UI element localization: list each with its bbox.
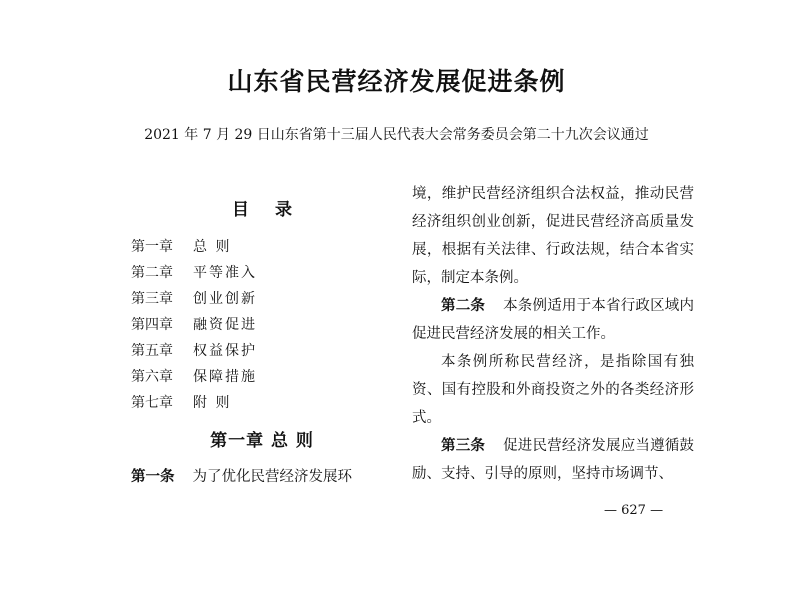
article-2-label: 第二条 — [441, 298, 486, 314]
toc-item-chapter-4[interactable] — [131, 312, 393, 338]
toc-item-chapter-1[interactable] — [131, 234, 393, 260]
toc-item-name: 创业创新 — [193, 291, 257, 307]
article-2-paragraph-2: 本条例所称民营经济，是指除国有独资、国有控股和外商投资之外的各类经济形式。 — [412, 354, 694, 426]
toc-item-name: 附 则 — [193, 395, 232, 411]
article-2-text: 本条例适用于本省行政区域内促进民营经济发展的相关工作。 — [412, 298, 695, 342]
article-1-start — [131, 463, 393, 491]
document-title: 山东省民营经济发展促进条例 — [227, 67, 566, 96]
table-of-contents — [131, 234, 393, 416]
left-column — [131, 195, 393, 491]
page-number: — 627 — — [604, 503, 664, 518]
article-2 — [412, 292, 694, 348]
toc-item-number: 第四章 — [131, 317, 173, 333]
article-1-label: 第一条 — [131, 469, 175, 485]
toc-item-chapter-5[interactable] — [131, 338, 393, 364]
toc-item-name: 平等准入 — [193, 265, 257, 281]
toc-item-name: 总 则 — [193, 239, 232, 255]
adoption-note: 2021 年 7 月 29 日山东省第十三届人民代表大会常务委员会第二十九次会议通过 — [144, 127, 649, 143]
toc-item-chapter-3[interactable] — [131, 286, 393, 312]
toc-item-chapter-6[interactable] — [131, 364, 393, 390]
toc-item-number: 第一章 — [131, 239, 173, 255]
toc-item-name: 融资促进 — [193, 317, 257, 333]
toc-item-name: 权益保护 — [193, 343, 257, 359]
toc-item-chapter-7[interactable] — [131, 390, 393, 416]
toc-item-number: 第七章 — [131, 395, 173, 411]
toc-item-number: 第三章 — [131, 291, 173, 307]
article-1-continued: 境，维护民营经济组织合法权益，推动民营经济组织创业创新，促进民营经济高质量发展，根据有关法律、行政法规，结合本省实际，制定本条例。 — [412, 186, 694, 286]
toc-item-number: 第五章 — [131, 343, 173, 359]
toc-item-number: 第二章 — [131, 265, 173, 281]
article-3-label: 第三条 — [441, 438, 486, 454]
article-1-text-start: 为了优化民营经济发展环 — [192, 469, 352, 485]
article-3-text: 促进民营经济发展应当遵循鼓励、支持、引导的原则，坚持市场调节、 — [412, 438, 695, 482]
article-3 — [412, 432, 694, 488]
toc-heading: 目 录 — [232, 200, 302, 220]
toc-item-number: 第六章 — [131, 369, 173, 385]
toc-item-name: 保障措施 — [193, 369, 257, 385]
right-column — [412, 180, 694, 488]
toc-item-chapter-2[interactable] — [131, 260, 393, 286]
chapter-1-heading: 第一章 总 则 — [210, 431, 314, 451]
